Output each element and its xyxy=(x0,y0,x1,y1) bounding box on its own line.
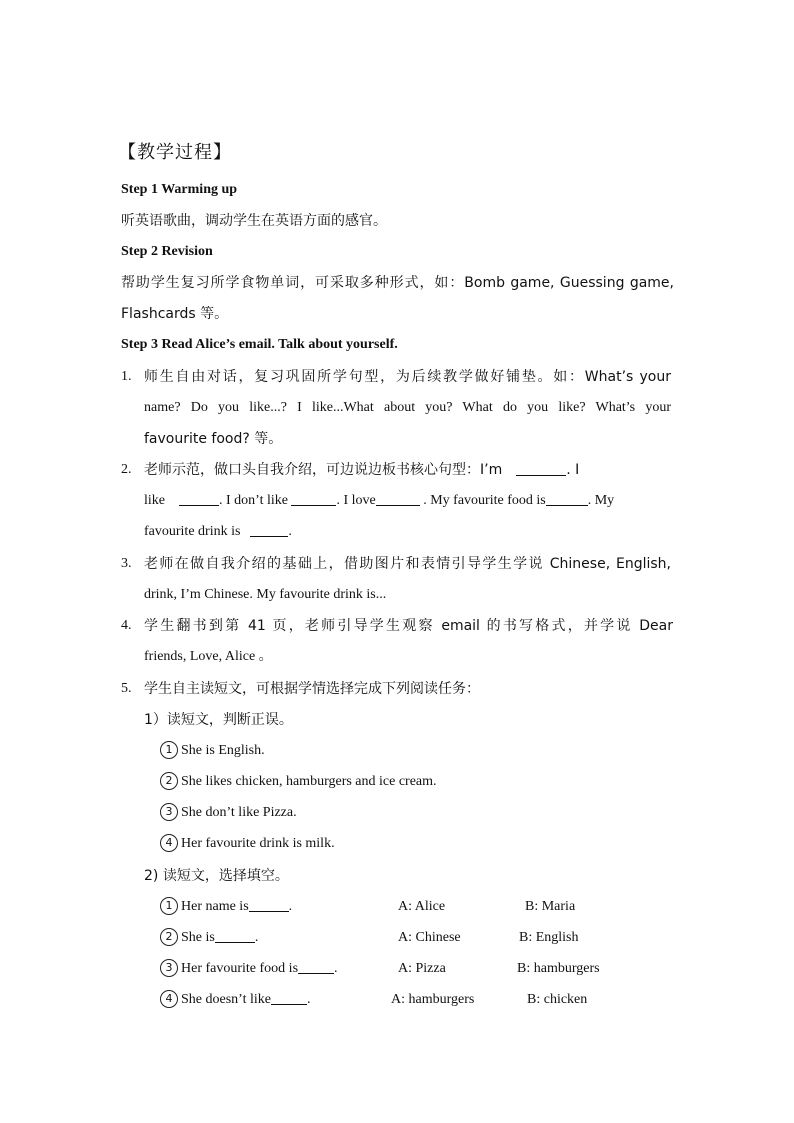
fill-blank xyxy=(298,959,334,974)
item2-word: favourite drink is xyxy=(144,524,241,539)
option-b: B: hamburgers xyxy=(517,961,600,976)
fill-blank xyxy=(271,990,307,1005)
option-a: A: hamburgers xyxy=(391,992,475,1007)
statement-text: She is English. xyxy=(181,743,265,758)
item1-line3: favourite food? 等。 xyxy=(144,431,283,447)
item1-line1: 师生自由对话，复习巩固所学句型，为后续教学做好铺垫。如：What’s your xyxy=(144,369,671,385)
circled-number: 4 xyxy=(160,834,178,852)
task2-question: 2 She is . xyxy=(160,928,258,948)
task1-statement xyxy=(160,772,437,792)
step1-title: Step 1 Warming up xyxy=(121,182,238,197)
task1-title: 1）读短文，判断正误。 xyxy=(144,712,293,728)
circled-number: 2 xyxy=(160,772,178,790)
fill-blank xyxy=(376,491,420,506)
circled-number: 2 xyxy=(160,928,178,946)
statement-text: She don’t like Pizza. xyxy=(181,805,297,820)
item2-word: . My favourite food is xyxy=(419,493,546,508)
circled-number: 3 xyxy=(160,959,178,977)
fill-blank xyxy=(546,491,588,506)
item-number: 5. xyxy=(121,681,132,696)
item3-line2: drink, I’m Chinese. My favourite drink is... xyxy=(144,587,387,602)
item2-line1-text: 老师示范，做口头自我介绍，可边说边板书核心句型：I’m xyxy=(144,462,503,478)
item3-line1: 老师在做自我介绍的基础上，借助图片和表情引导学生学说 Chinese, English, xyxy=(144,556,671,572)
item-number: 1. xyxy=(121,369,132,384)
option-a: A: Alice xyxy=(398,899,446,914)
item2-line1 xyxy=(144,460,674,480)
item-number: 3. xyxy=(121,556,132,571)
option-b: B: chicken xyxy=(527,992,588,1007)
item1-line2: name? Do you like...? I like...What about you? What do you like? What’s your xyxy=(144,400,671,415)
task1-statement xyxy=(160,834,335,854)
question-text: Her favourite food is xyxy=(181,961,299,976)
item2-word: . xyxy=(288,524,292,539)
item5-line1: 学生自主读短文，可根据学情选择完成下列阅读任务： xyxy=(144,681,480,697)
question-text: She is xyxy=(181,930,215,945)
item2-line3 xyxy=(144,522,292,542)
option-b: B: English xyxy=(519,930,579,945)
fill-blank xyxy=(179,491,219,506)
circled-number: 4 xyxy=(160,990,178,1008)
item2-word: . My xyxy=(587,493,615,508)
option-a: A: Pizza xyxy=(398,961,446,976)
step2-line1: 帮助学生复习所学食物单词，可采取多种形式，如：Bomb game, Guessing game, xyxy=(121,275,674,291)
statement-text: She likes chicken, hamburgers and ice cream. xyxy=(181,774,437,789)
question-text: She doesn’t like xyxy=(181,992,271,1007)
fill-blank xyxy=(249,897,289,912)
section-heading: 【教学过程】 xyxy=(118,142,232,163)
step3-title: Step 3 Read Alice’s email. Talk about yourself. xyxy=(121,337,398,352)
step2-title: Step 2 Revision xyxy=(121,244,213,259)
task1-statement xyxy=(160,803,297,823)
fill-blank xyxy=(516,461,566,476)
item-number: 2. xyxy=(121,462,132,477)
option-a: A: Chinese xyxy=(398,930,461,945)
step2-line2: Flashcards 等。 xyxy=(121,306,229,322)
circled-number: 1 xyxy=(160,741,178,759)
fill-blank xyxy=(250,522,288,537)
task2-question: 4 She doesn’t like . xyxy=(160,990,310,1010)
question-text: Her name is xyxy=(181,899,249,914)
task2-question: 3 Her favourite food is . xyxy=(160,959,338,979)
option-b: B: Maria xyxy=(525,899,576,914)
step1-body: 听英语歌曲，调动学生在英语方面的感官。 xyxy=(121,213,387,229)
circled-number: 1 xyxy=(160,897,178,915)
fill-blank xyxy=(291,491,336,506)
circled-number: 3 xyxy=(160,803,178,821)
task2-question: 1 Her name is . xyxy=(160,897,292,917)
fill-blank xyxy=(215,928,255,943)
item2-line2 xyxy=(144,491,614,511)
item4-line1: 学生翻书到第 41 页，老师引导学生观察 email 的书写格式，并学说 Dear xyxy=(144,618,673,634)
item2-word: . I love xyxy=(336,493,376,508)
item-number: 4. xyxy=(121,618,132,633)
item2-word: like xyxy=(144,493,165,508)
item2-word: . I don’t like xyxy=(219,493,288,508)
statement-text: Her favourite drink is milk. xyxy=(181,836,335,851)
item2-line1-end: . I xyxy=(566,462,580,478)
item4-line2: friends, Love, Alice 。 xyxy=(144,649,273,664)
task2-title: 2) 读短文，选择填空。 xyxy=(144,868,289,884)
task1-statement xyxy=(160,741,265,761)
